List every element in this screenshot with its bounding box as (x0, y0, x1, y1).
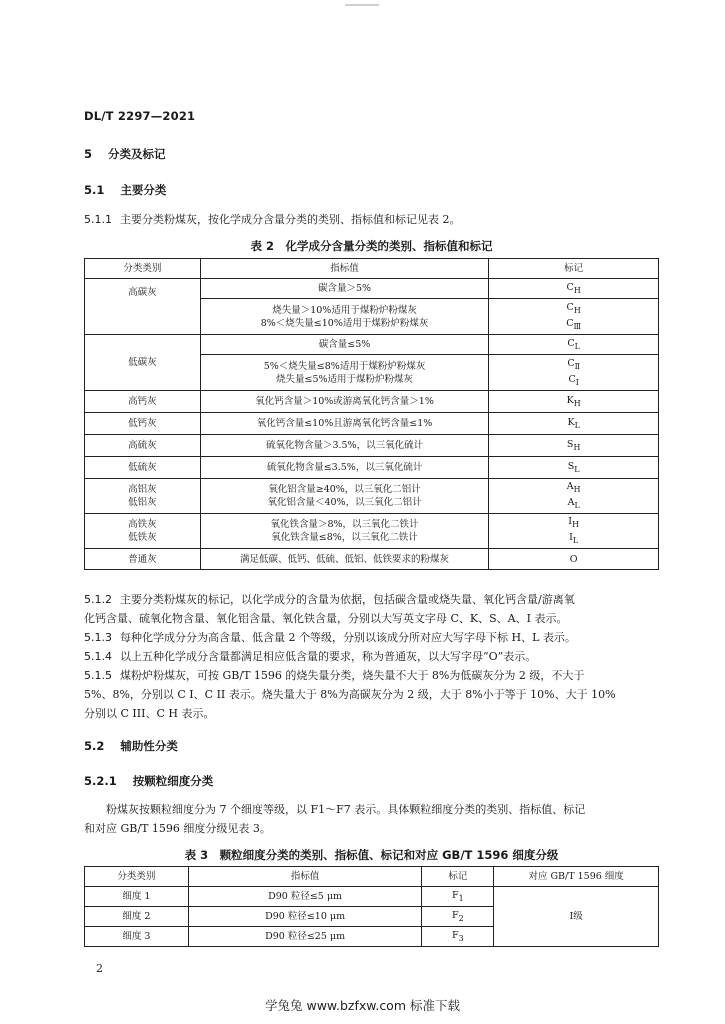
table-row (85, 279, 659, 299)
clause-text: 每种化学成分分为高含量、低含量 2 个等级，分别以该成分所对应大写字母下标 H、L 表示。 (120, 631, 576, 644)
paragraph-5-1-1 (84, 210, 659, 229)
table-row (85, 435, 659, 457)
clause-number: 5.1.2 (84, 593, 112, 606)
value-line: 氧化铁含量＞8%，以三氧化二铁计 (270, 519, 419, 530)
category-cell (85, 514, 201, 549)
section-number: 5.2 (84, 739, 105, 753)
value-line: 氧化铝含量＜40%，以三氧化二铝计 (267, 497, 422, 508)
clause-text: 煤粉炉粉煤灰，可按 GB/T 1596 的烧失量分类，烧失量不大于 8%为低碳灰分为 2 级，不大于 (120, 669, 585, 682)
category-line: 高铝灰 (128, 484, 157, 495)
mark-cell: $S_H$ (489, 435, 659, 457)
value-cell: D90 粒径≤5 μm (188, 887, 422, 907)
value-cell (200, 355, 489, 391)
table-row (85, 457, 659, 479)
mark-cell: $F_2$ (422, 907, 494, 927)
clause-text: 主要分类粉煤灰的标记，以化学成分的含量为依据，包括碳含量或烧失量、氧化钙含量/游离氧 (120, 593, 575, 606)
value-line: 8%＜烧失量≤10%适用于煤粉炉粉煤灰 (260, 317, 429, 329)
table-row (85, 413, 659, 435)
value-line: 烧失量＞10%适用于煤粉炉粉煤灰 (272, 304, 417, 316)
mark-cell: O (489, 549, 659, 570)
paragraph-5-1-5 (84, 666, 659, 723)
mark-cell: $C_Ⅱ$ $C_Ⅰ$ (489, 355, 659, 391)
section-title: 辅助性分类 (120, 739, 178, 753)
mark-cell: $K_L$ (489, 413, 659, 435)
paragraph-5-1-2 (84, 590, 659, 628)
page-number: 2 (96, 962, 103, 975)
mark-cell: $F_1$ (422, 887, 494, 907)
mark-cell: $C_L$ (489, 335, 659, 355)
value-cell: 硫氧化物含量≤3.5%，以三氧化硫计 (200, 457, 489, 479)
mark-cell: $K_H$ (489, 391, 659, 413)
mark-cell: $I_H$ $I_L$ (489, 514, 659, 549)
category-cell: 高硫灰 (85, 435, 201, 457)
table-row (85, 479, 659, 514)
category-cell: 低碳灰 (85, 335, 201, 391)
category-cell: 细度 3 (85, 927, 189, 947)
table-header-row (85, 867, 659, 887)
table-2-caption: 表 2 化学成分含量分类的类别、指标值和标记 (250, 239, 493, 253)
value-cell (200, 299, 489, 335)
scan-mark (345, 4, 379, 6)
table-row (85, 514, 659, 549)
value-cell: 碳含量＞5% (200, 279, 489, 299)
mark-cell: $C_H$ (489, 279, 659, 299)
section-5-2-heading (84, 738, 178, 754)
category-cell (85, 479, 201, 514)
paragraph-line: 和对应 GB/T 1596 细度分级见表 3。 (84, 822, 271, 835)
table-row (85, 887, 659, 907)
value-cell: 碳含量≤5% (200, 335, 489, 355)
header-cell: 标记 (422, 867, 494, 887)
value-cell: 氧化钙含量≤10%且游离氧化钙含量≤1% (200, 413, 489, 435)
category-line: 低铁灰 (128, 532, 157, 543)
section-title: 主要分类 (120, 183, 167, 197)
paragraph-5-1-4 (84, 647, 659, 666)
clause-number: 5.1.5 (84, 669, 112, 682)
value-cell (200, 514, 489, 549)
header-cell: 指标值 (188, 867, 422, 887)
standard-code-header: DL/T 2297—2021 (84, 109, 196, 123)
value-cell: 硫氧化物含量＞3.5%，以三氧化硫计 (200, 435, 489, 457)
clause-number: 5.1.3 (84, 631, 112, 644)
category-line: 高铁灰 (128, 519, 157, 530)
section-number: 5 (84, 147, 93, 161)
section-5-2-1-heading (84, 773, 213, 789)
table-row (85, 335, 659, 355)
header-cell: 分类类别 (85, 867, 189, 887)
mark-cell: $F_3$ (422, 927, 494, 947)
header-cell: 对应 GB/T 1596 细度 (494, 867, 659, 887)
paragraph-line: 分别以 C III、C H 表示。 (84, 707, 215, 720)
section-5-1-heading (84, 182, 166, 198)
paragraph-line: 粉煤灰按颗粒细度分为 7 个细度等级，以 F1～F7 表示。具体颗粒细度分类的类别、指标值、标记 (106, 803, 586, 816)
category-cell: 低钙灰 (85, 413, 201, 435)
header-cell: 指标值 (200, 259, 489, 279)
category-line: 低铝灰 (128, 497, 157, 508)
table-row (85, 391, 659, 413)
category-cell: 细度 1 (85, 887, 189, 907)
paragraph-line (84, 666, 659, 685)
value-line: 氧化铁含量≤8%，以三氧化二铁计 (271, 532, 418, 543)
paragraph-5-1-3 (84, 628, 659, 647)
table-2 (84, 258, 659, 570)
header-cell: 标记 (489, 259, 659, 279)
section-title: 分类及标记 (108, 147, 166, 161)
value-cell: 氧化钙含量＞10%或游离氧化钙含量＞1% (200, 391, 489, 413)
table-3-caption: 表 3 颗粒细度分类的类别、指标值、标记和对应 GB/T 1596 细度分级 (184, 848, 559, 862)
category-cell: 低硫灰 (85, 457, 201, 479)
category-cell: 普通灰 (85, 549, 201, 570)
value-line: 氧化铝含量≥40%，以三氧化二铝计 (268, 484, 421, 495)
table-row (85, 549, 659, 570)
table-3 (84, 866, 659, 947)
category-cell: 高碳灰 (85, 279, 201, 335)
footer-watermark: 学兔兔 www.bzfxw.com 标准下载 (265, 998, 460, 1013)
gb-grade-cell: Ⅰ级 (494, 887, 659, 947)
clause-number: 5.1.1 (84, 213, 112, 226)
paragraph-line (84, 590, 659, 609)
category-cell: 细度 2 (85, 907, 189, 927)
value-line: 烧失量≤5%适用于煤粉炉粉煤灰 (276, 373, 414, 385)
section-title: 按颗粒细度分类 (132, 774, 214, 788)
category-cell: 高钙灰 (85, 391, 201, 413)
paragraph-5-2-1 (84, 800, 659, 838)
mark-cell: $C_H$ $C_Ⅲ$ (489, 299, 659, 335)
header-cell: 分类类别 (85, 259, 201, 279)
mark-cell: $S_L$ (489, 457, 659, 479)
paragraph-line: 5%、8%，分别以 C I、C II 表示。烧失量大于 8%为高碳灰分为 2 级，大于 8%小于等于 10%、大于 10% (84, 688, 616, 701)
clause-number: 5.1.4 (84, 650, 112, 663)
clause-text: 以上五种化学成分含量都满足相应低含量的要求，称为普通灰，以大写字母“O”表示。 (120, 650, 537, 663)
section-5-heading (84, 146, 166, 162)
clause-text: 主要分类粉煤灰，按化学成分含量分类的类别、指标值和标记见表 2。 (120, 213, 461, 226)
value-cell: D90 粒径≤10 μm (188, 907, 422, 927)
section-number: 5.2.1 (84, 774, 117, 788)
value-line: 5%＜烧失量≤8%适用于煤粉炉粉煤灰 (263, 360, 426, 372)
section-number: 5.1 (84, 183, 105, 197)
value-cell: 满足低碳、低钙、低硫、低铝、低铁要求的粉煤灰 (200, 549, 489, 570)
value-cell: D90 粒径≤25 μm (188, 927, 422, 947)
value-cell (200, 479, 489, 514)
table-header-row (85, 259, 659, 279)
paragraph-line: 化钙含量、硫氧化物含量、氧化铝含量、氧化铁含量，分别以大写英文字母 C、K、S、A、I 表示。 (84, 612, 568, 625)
mark-cell: $A_H$ $A_L$ (489, 479, 659, 514)
